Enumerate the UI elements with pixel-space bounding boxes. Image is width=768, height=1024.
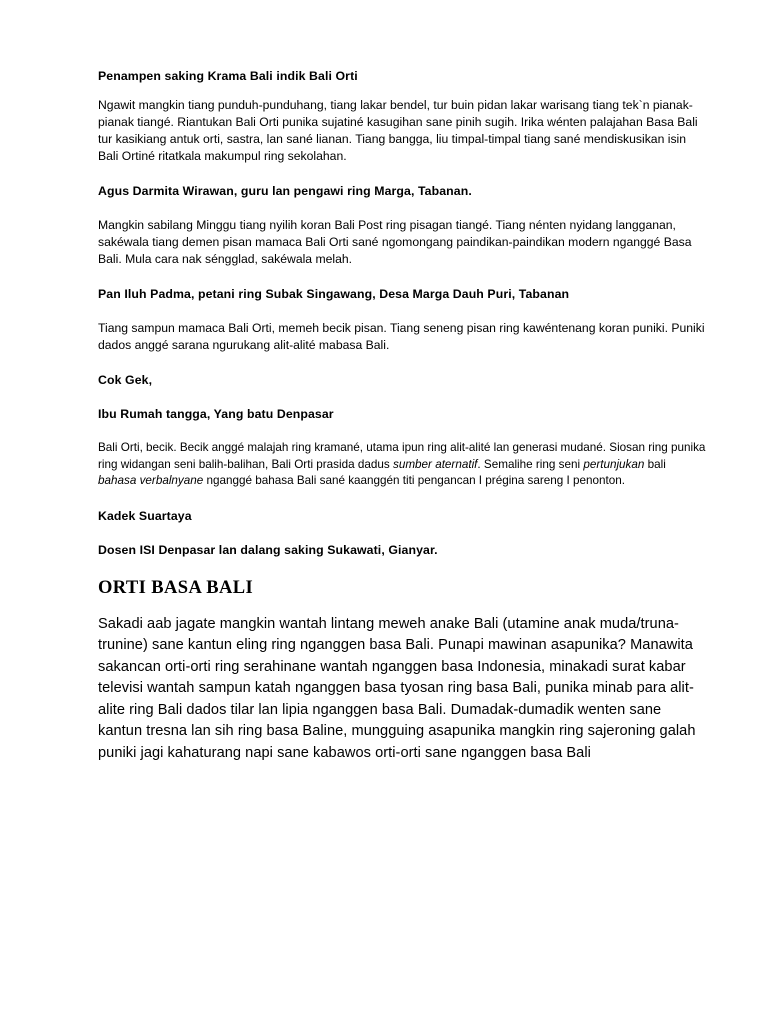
credit-block-1	[98, 183, 706, 199]
main-heading: Penampen saking Krama Bali indik Bali Orti	[98, 69, 358, 83]
paragraph-4-italic-1: sumber aternatif	[392, 457, 478, 471]
paragraph-5: Sakadi aab jagate mangkin wantah lintang meweh anake Bali (utamine anak muda/truna-trunine) sane kantun eling ring nganggen basa Bali. Punapi mawinan asapunika? Manawita sakancan orti-orti ring serahinane wantah nganggen basa Indonesia, minakadi surat kabar televisi wantah sampun katah nganggen basa tyosan ring basa Bali, punika minab para alit-alite ring Bali dados tilar lan lipia nganggen basa Bali. Dumadak-dumadik wenten sane kantun tresna lan sih ring basa Baline, mungguing asapunika mangkin ring sajeroning galah puniki jagi kahaturang napi sane kabawos orti-orti sane nganggen basa Bali	[98, 615, 696, 761]
main-heading-block	[98, 68, 706, 84]
section-title: ORTI BASA BALI	[98, 577, 254, 598]
paragraph-2: Mangkin sabilang Minggu tiang nyilih koran Bali Post ring pisagan tiangé. Tiang nénten nyidang langganan, sakéwala tiang demen pisan mamaca Bali Orti sané ngomongang paindikan-paindikan modern nganggé Basa Bali. Mula cara nak séngglad, sakéwala melah.	[98, 218, 692, 266]
credit-3: Cok Gek,	[98, 373, 153, 387]
credit-5: Kadek Suartaya	[98, 508, 192, 523]
paragraph-block-3	[98, 320, 706, 354]
credit-block-3	[98, 372, 706, 388]
credit-1: Agus Darmita Wirawan, guru lan pengawi ring Marga, Tabanan.	[98, 184, 472, 198]
paragraph-4-text-4: nganggé bahasa Bali sané kaanggén titi pengancan I prégina sareng I penonton.	[203, 474, 626, 487]
credit-block-2	[98, 286, 706, 302]
credit-block-6	[98, 542, 706, 558]
paragraph-3: Tiang sampun mamaca Bali Orti, memeh becik pisan. Tiang seneng pisan ring kawéntenang koran puniki. Puniki dados anggé sarana ngurukang alit-alité mabasa Bali.	[98, 321, 705, 352]
credit-block-5	[98, 508, 706, 524]
credit-6: Dosen ISI Denpasar lan dalang saking Sukawati, Gianyar.	[98, 542, 438, 557]
paragraph-4-italic-2: pertunjukan	[583, 457, 645, 471]
credit-4: Ibu Rumah tangga, Yang batu Denpasar	[98, 407, 334, 421]
document-body	[98, 68, 706, 764]
paragraph-4-text-3: bali	[644, 457, 666, 471]
paragraph-block-4	[98, 440, 706, 490]
credit-block-4	[98, 406, 706, 422]
paragraph-4-text-2: . Semalihe ring seni	[477, 457, 584, 471]
paragraph-4-text-1: Bali Orti, becik. Becik anggé malajah ring kramané, utama ipun ring alit-alité lan generasi mudané. Siosan ring punika ring widangan seni balih-balihan, Bali Orti prasida dadus	[98, 441, 706, 471]
paragraph-1: Ngawit mangkin tiang punduh-punduhang, tiang lakar bendel, tur buin pidan lakar warisang tiang tek`n pianak-pianak tiangé. Riantukan Bali Orti punika sujatiné kasugihan sane pinih sugih. Irika wénten palajahan Basa Bali tur kasikiang antuk orti, sastra, lan sané lianan. Tiang bangga, liu timpal-timpal tiang sané mendiskusikan isin Bali Ortiné ritatkala makumpul ring sekolahan.	[98, 98, 698, 163]
paragraph-block-5	[98, 614, 706, 765]
paragraph-block-2	[98, 217, 706, 268]
paragraph-block-1	[98, 97, 706, 165]
credit-2: Pan Iluh Padma, petani ring Subak Singawang, Desa Marga Dauh Puri, Tabanan	[98, 287, 570, 301]
paragraph-4	[98, 440, 706, 490]
paragraph-4-italic-3: bahasa verbalnyane	[98, 474, 204, 487]
